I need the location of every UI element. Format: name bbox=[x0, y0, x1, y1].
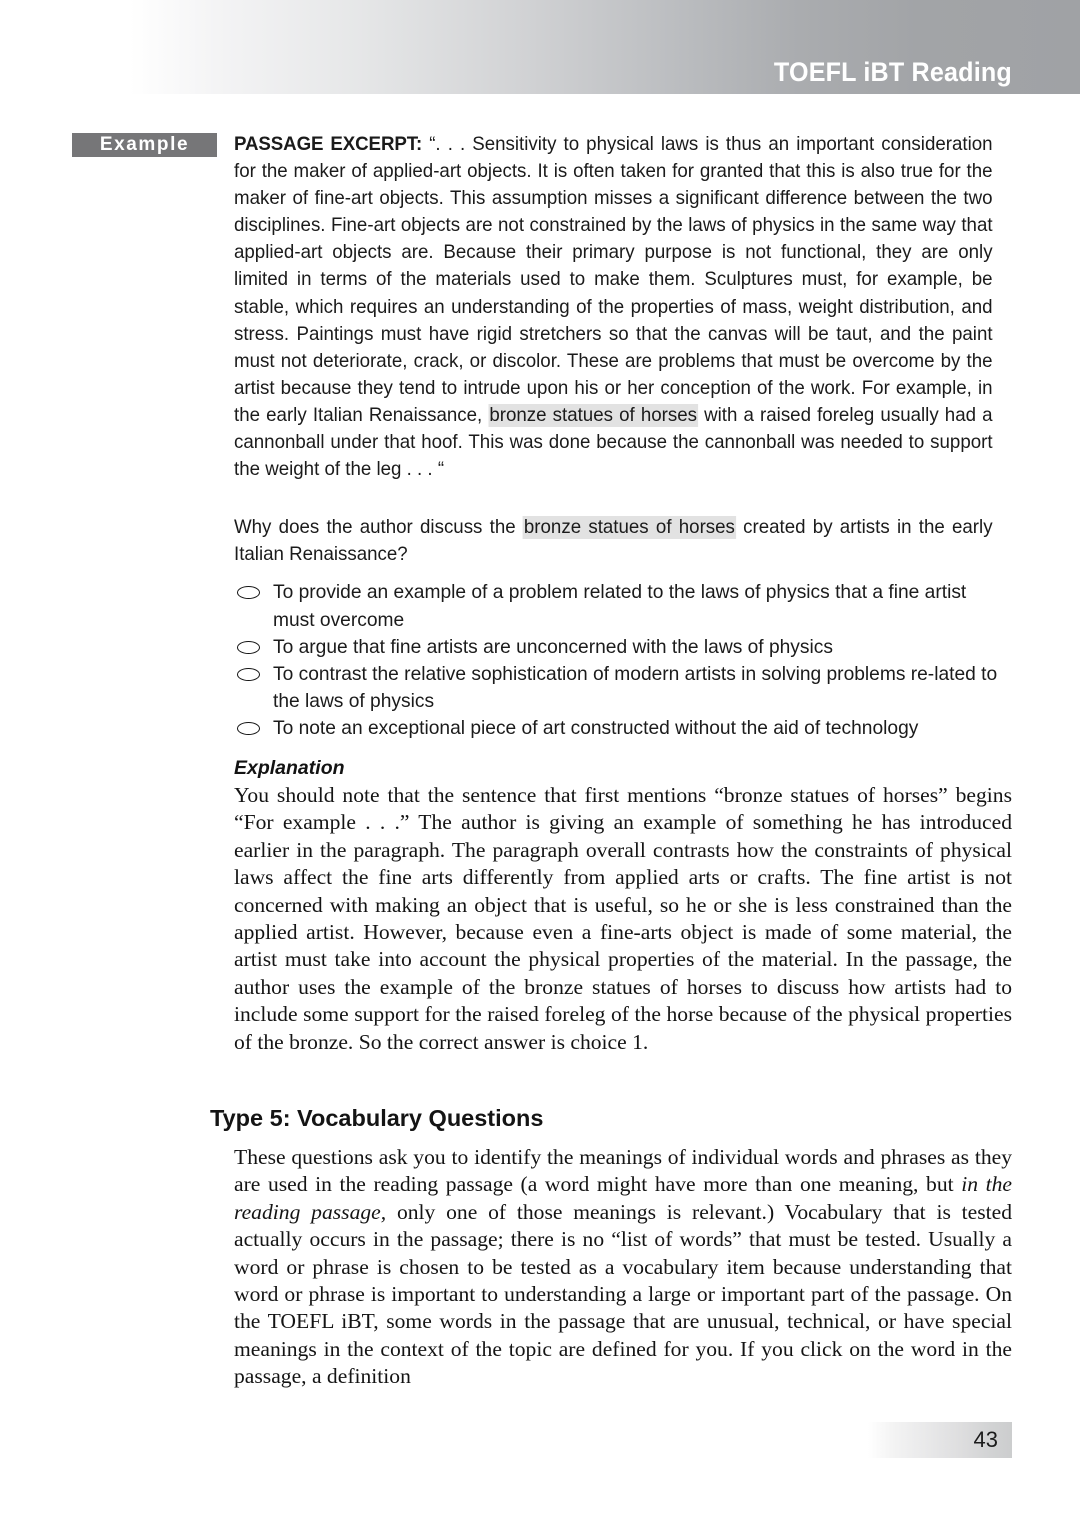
passage-highlighted-phrase: bronze statues of horses bbox=[489, 404, 697, 426]
radio-oval-icon[interactable] bbox=[237, 668, 260, 681]
page-footer-bar bbox=[868, 1422, 1012, 1458]
answer-options-list bbox=[234, 579, 1012, 742]
answer-option-label: To note an exceptional piece of art constructed without the aid of technology bbox=[273, 717, 919, 739]
explanation-heading: Explanation bbox=[234, 756, 345, 779]
answer-option[interactable] bbox=[234, 715, 1012, 742]
answer-option-label: To provide an example of a problem related to the laws of physics that a fine artist must overcome bbox=[273, 582, 967, 631]
radio-oval-icon[interactable] bbox=[237, 641, 260, 654]
passage-excerpt bbox=[234, 131, 993, 483]
answer-option-label: To contrast the relative sophistication of modern artists in solving problems re-lated to the laws of physics bbox=[273, 663, 998, 712]
answer-option[interactable] bbox=[234, 661, 1012, 715]
main-content-column bbox=[234, 131, 1012, 1056]
passage-excerpt-label: PASSAGE EXCERPT: bbox=[234, 134, 423, 155]
question-text-before: Why does the author discuss the bbox=[234, 517, 523, 539]
section-body-type5 bbox=[234, 1144, 1012, 1391]
question-text-after: created by artists in the early Italian Renaissance? bbox=[234, 517, 993, 566]
answer-option[interactable] bbox=[234, 634, 1012, 661]
explanation-body: You should note that the sentence that first mentions “bronze statues of horses” begins “For example . . .” The author is giving an example of something he has introduced earlier in the paragraph. The paragraph overall contrasts how the constraints of physical laws affect the fine arts differently from applied arts or crafts. The fine artist is not concerned with making an object that is useful, so he or she is less constrained than the applied artist. However, because even a fine-arts object is made of some material, the artist must take into account the physical properties of the material. In the passage, the author uses the example of the bronze statues of horses to discuss how artists had to include some support for the raised foreleg of the horse because of the physical properties of the bronze. So the correct answer is choice 1. bbox=[234, 782, 1012, 1054]
page-header-title: TOEFL iBT Reading bbox=[773, 57, 1012, 87]
answer-option[interactable] bbox=[234, 579, 1012, 633]
radio-oval-icon[interactable] bbox=[237, 722, 260, 735]
answer-option-label: To argue that fine artists are unconcerned with the laws of physics bbox=[273, 636, 833, 658]
section-heading-type5: Type 5: Vocabulary Questions bbox=[210, 1105, 544, 1131]
page-number: 43 bbox=[973, 1427, 998, 1452]
passage-excerpt-text-part1: “. . . Sensitivity to physical laws is thus an important consideration for the maker of applied-art objects. It is often taken for granted that this is also true for the maker of fine-art objects. This assumption misses a significant difference between the two disciplines. Fine-art objects are not constrained by the laws of physics in the same way that applied-art objects are. Because their primary purpose is not functional, they are only limited in terms of the materials used to make them. Sculptures must, for example, be stable, which requires an understanding of the properties of mass, weight distribution, and stress. Paintings must have rigid stretchers so that the canvas will be taut, and the paint must not deteriorate, crack, or discolor. These are problems that must be overcome by the artist because they tend to intrude upon his or her conception of the work. For example, in the early Italian Renaissance, bbox=[234, 134, 993, 426]
example-badge: Example bbox=[72, 133, 217, 157]
question-prompt bbox=[234, 514, 993, 568]
question-highlighted-phrase: bronze statues of horses bbox=[523, 517, 735, 539]
section-body-part2: only one of those meanings is relevant.) Vocabulary that is tested actually occurs in the passage; there is no “list of words” that must be tested. Usually a word or phrase is chosen to be tested as a vocabulary item because understanding that word or phrase is important to understanding a large or important part of the passage. On the TOEFL iBT, some words in the passage that are unusual, technical, or have special meanings in the context of the topic are defined for you. If you click on the word in the passage, a definition bbox=[234, 1199, 1013, 1389]
radio-oval-icon[interactable] bbox=[237, 586, 260, 599]
passage-excerpt-text-part2: with a raised foreleg usually had a cannonball under that hoof. This was done because the cannonball was needed to support the weight of the leg . . . “ bbox=[234, 404, 993, 481]
section-body-italic-phrase: in the reading passage, bbox=[234, 1172, 1013, 1224]
section-body-part1: These questions ask you to identify the meanings of individual words and phrases as they are used in the reading passage (a word might have more than one meaning, but bbox=[234, 1145, 1012, 1197]
